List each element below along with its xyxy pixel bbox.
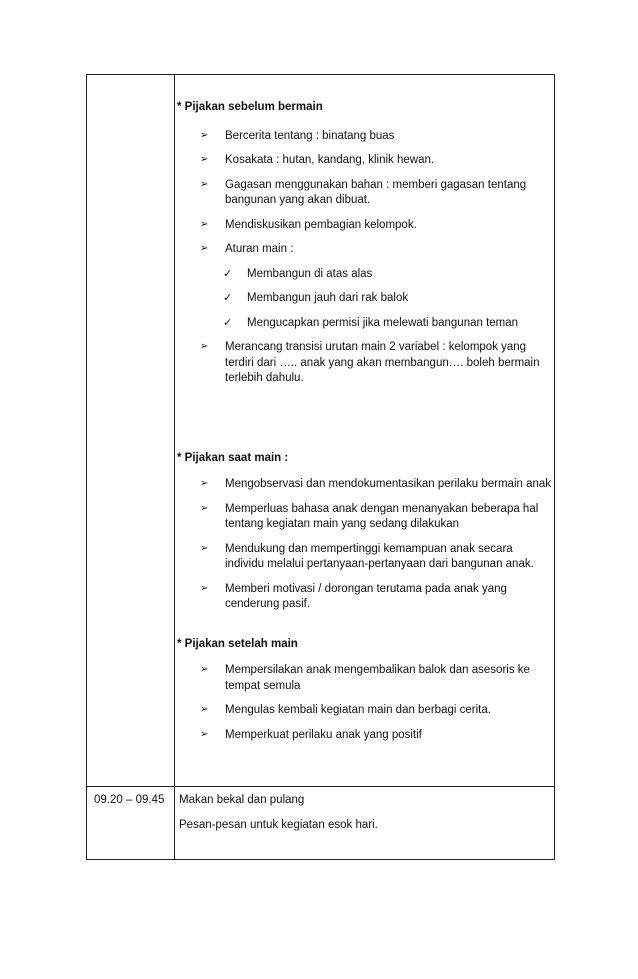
- rule-item: ✓ Mengucapkan permisi jika melewati bangunan teman: [223, 316, 519, 329]
- closing-line-1: Makan bekal dan pulang: [179, 794, 305, 806]
- activity-cell: [177, 95, 552, 743]
- list-item: ➢ Mempersilakan anak mengembalikan balok dan asesoris ke tempat semula: [200, 664, 530, 692]
- closing-activity-cell: [179, 793, 549, 833]
- list-item: ➢ Merancang transisi urutan main 2 variabel : kelompok yang terdiri dari ….. anak yang akan membangun…. boleh bermain terlebih dahulu.: [200, 341, 540, 385]
- list-item: ➢ Aturan main :: [200, 243, 294, 256]
- arrow-bullet-icon: ➢: [200, 243, 209, 255]
- rule-item: ✓ Membangun di atas alas: [223, 267, 373, 280]
- list-item: ➢ Memberi motivasi / dorongan terutama pada anak yang cenderung pasif.: [200, 582, 507, 611]
- arrow-bullet-icon: ➢: [200, 478, 209, 490]
- list-item: ➢ Kosakata : hutan, kandang, klinik hewan.: [200, 154, 435, 167]
- arrow-bullet-icon: ➢: [200, 218, 209, 230]
- arrow-bullet-icon: ➢: [200, 129, 209, 141]
- heading-pijakan-sebelum: * Pijakan sebelum bermain: [177, 101, 323, 113]
- arrow-bullet-icon: ➢: [200, 728, 209, 740]
- list-item: ➢ Gagasan menggunakan bahan : memberi gagasan tentang bangunan yang akan dibuat.: [200, 178, 527, 207]
- closing-line-2: Pesan-pesan untuk kegiatan esok hari.: [179, 818, 378, 831]
- time-cell: 09.20 – 09.45: [94, 794, 165, 806]
- list-item: ➢ Memperkuat perilaku anak yang positif: [200, 728, 422, 741]
- check-bullet-icon: ✓: [223, 292, 233, 305]
- arrow-bullet-icon: ➢: [200, 502, 209, 514]
- rule-item: ✓ Membangun jauh dari rak balok: [223, 292, 409, 305]
- check-bullet-icon: ✓: [223, 267, 233, 280]
- column-divider: [174, 75, 175, 859]
- list-item: ➢ Mendiskusikan pembagian kelompok.: [200, 218, 417, 231]
- row-divider: [87, 786, 554, 787]
- arrow-bullet-icon: ➢: [200, 704, 209, 716]
- arrow-bullet-icon: ➢: [200, 154, 209, 166]
- list-item: ➢ Mengulas kembali kegiatan main dan berbagi cerita.: [200, 704, 491, 717]
- check-bullet-icon: ✓: [223, 316, 233, 329]
- arrow-bullet-icon: ➢: [200, 178, 209, 190]
- list-item: ➢ Mengobservasi dan mendokumentasikan perilaku bermain anak: [200, 478, 552, 491]
- list-item: ➢ Memperluas bahasa anak dengan menanyakan beberapa hal tentang kegiatan main yang sedang dilakukan: [200, 502, 539, 531]
- list-item: ➢ Mendukung dan mempertinggi kemampuan anak secara individu melalui pertanyaan-pertanyaan dari bangunan anak.: [200, 542, 534, 571]
- arrow-bullet-icon: ➢: [200, 664, 209, 676]
- heading-pijakan-saat: * Pijakan saat main :: [177, 451, 289, 464]
- list-item: ➢ Bercerita tentang : binatang buas: [200, 129, 395, 142]
- arrow-bullet-icon: ➢: [200, 341, 209, 353]
- arrow-bullet-icon: ➢: [200, 542, 209, 554]
- heading-pijakan-setelah: * Pijakan setelah main: [177, 637, 298, 650]
- arrow-bullet-icon: ➢: [200, 582, 209, 594]
- schedule-table: [86, 74, 555, 860]
